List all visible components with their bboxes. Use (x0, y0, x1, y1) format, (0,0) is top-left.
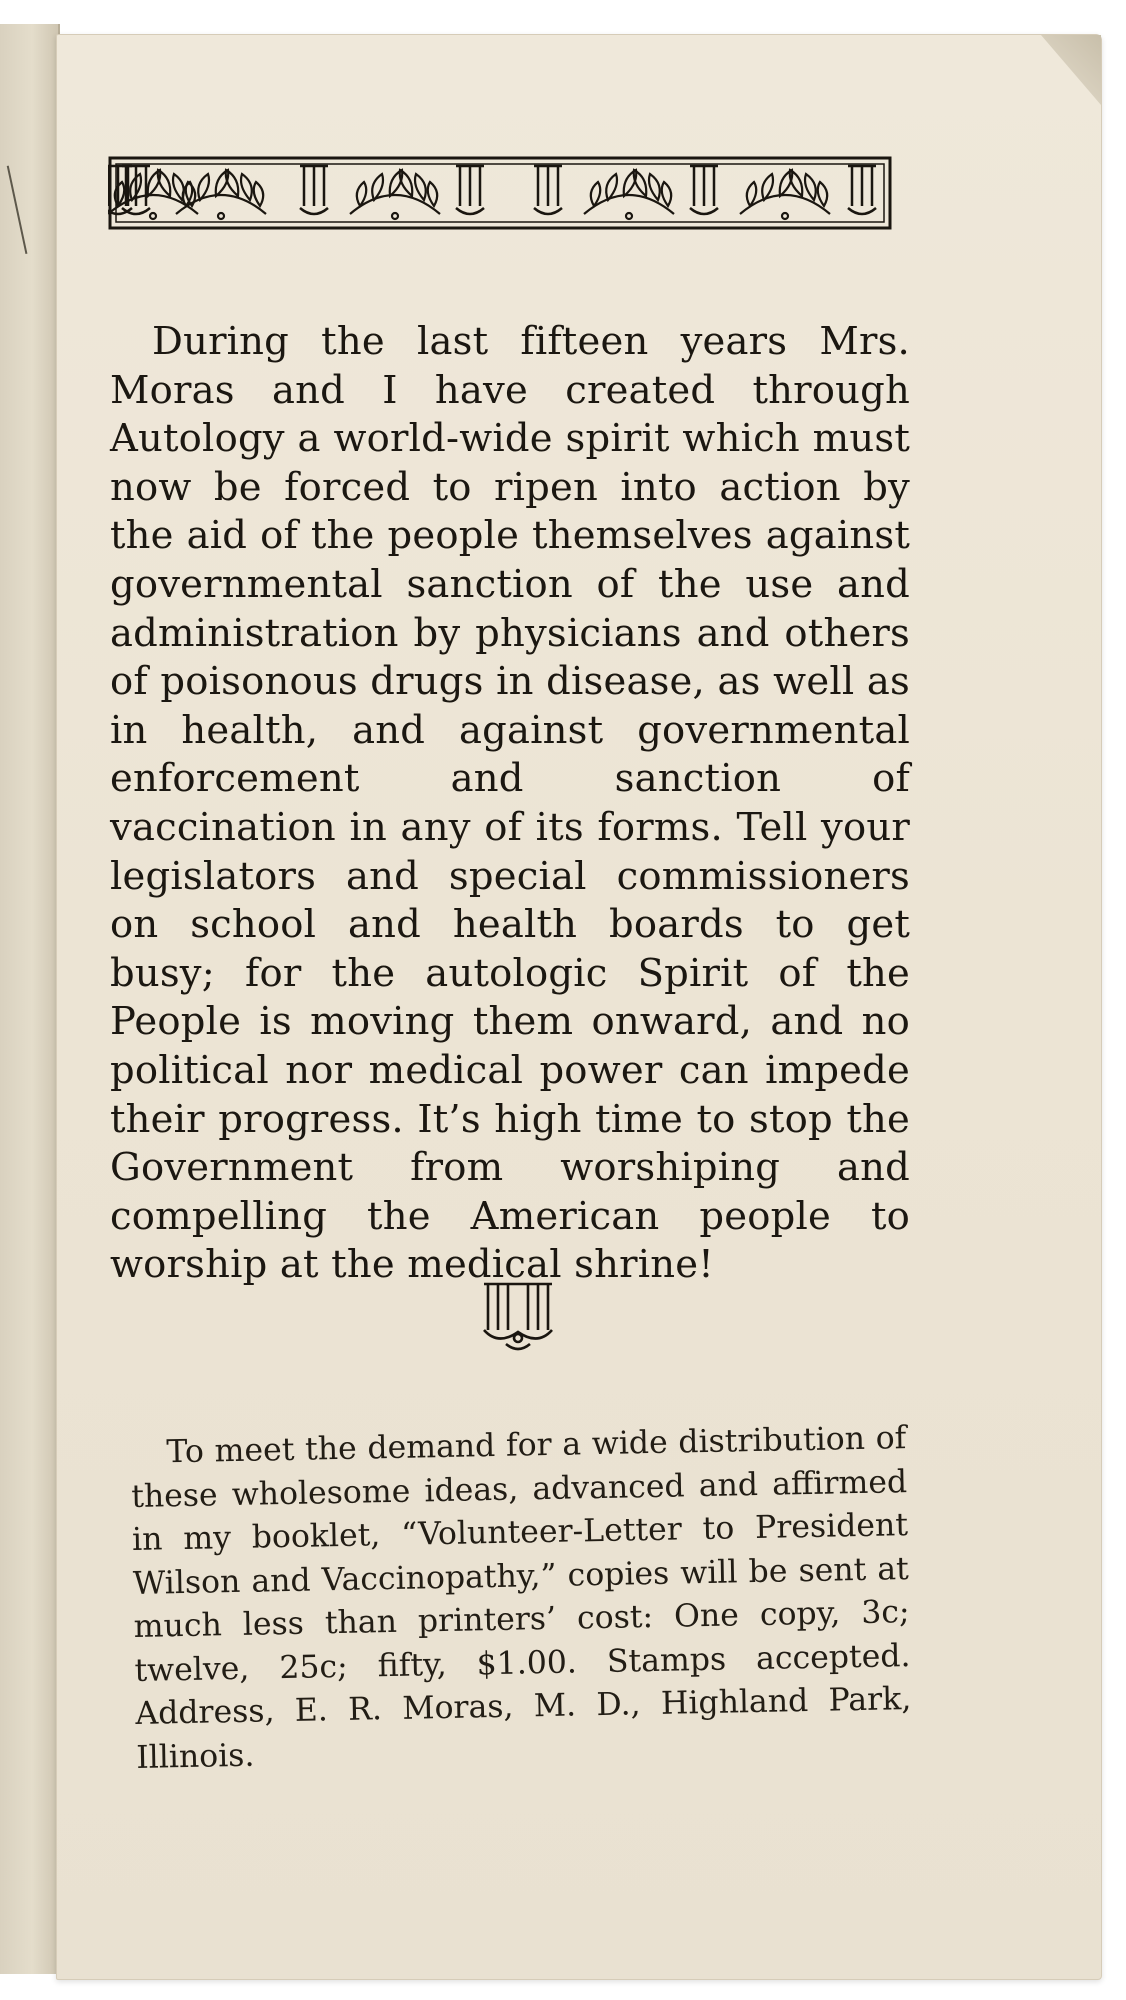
folded-corner (1041, 35, 1101, 105)
column-ornament-icon (478, 1280, 558, 1356)
binding-thread (7, 164, 35, 254)
main-paragraph: During the last fifteen years Mrs. Moras and I have created through Autology a world-wide spirit which must now be forced to ripen into action by the aid of the people themselves against governmental sanction of the use and administration by physicians and others of poisonous drugs in disease, as well as in health, and against governmental enforcement and sanction of vaccination in any of its forms. Tell your legislators and special commissioners on school and health boards to get busy; for the autologic Spirit of the People is moving them onward, and no political nor medical power can impede their progress. It’s high time to stop the Government from worshiping and compelling the American people to worship at the medical shrine! (110, 319, 910, 1288)
left-page-edge (0, 24, 60, 1974)
laurel-and-column-ornament-icon (108, 156, 892, 230)
distribution-notice: To meet the demand for a wide distribution of these wholesome ideas, advanced and affirmed in my booklet, “Volunteer-Letter to President Wilson and Vaccinopathy,” copies will be sent at much less than printers’ cost: One copy, 3c; twelve, 25c; fifty, $1.00. Stamps accepted. Address, E. R. Moras, M. D., Highland Park, Illinois. (130, 1420, 912, 1776)
